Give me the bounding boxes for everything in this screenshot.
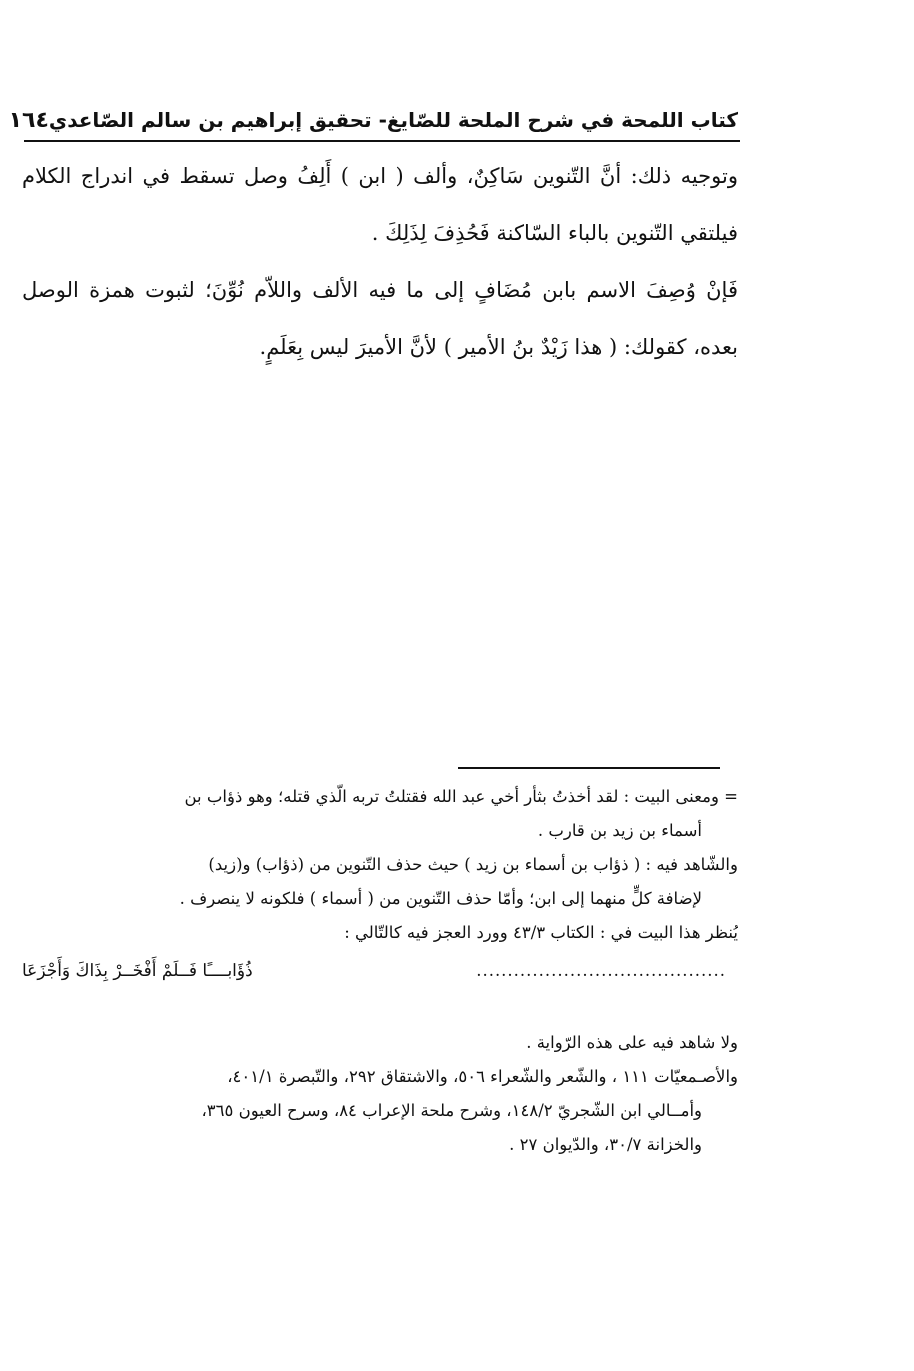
main-paragraph-2: فَإنْ وُصِفَ الاسم بابن مُضَافٍ إلى ما فيه الألف واللاّم نُوِّنَ؛ لثبوت همزة الوصل بعده، كقولك: ( هذا زَيْدٌ بنُ الأمير ) لأنَّ الأميرَ ليس بِعَلَمٍ. [22, 278, 738, 359]
footnote-line: يُنظر هذا البيت في : الكتاب ٤٣/٣ وورد العجز فيه كالتّالي : [344, 923, 738, 942]
main-text [22, 148, 738, 376]
footnote-separator [458, 767, 720, 769]
footnote-line: وأمــالي ابن الشّجريّ ١٤٨/٢، وشرح ملحة الإعراب ٨٤، وسرح العيون ٣٦٥، [201, 1101, 702, 1120]
page-header [8, 103, 738, 137]
footnote-line: ولا شاهد فيه على هذه الرّواية . [526, 1033, 738, 1052]
footnote-line: والأصـمعيّات ١١١ ، والشّعر والشّعراء ٥٠٦، والاشتقاق ٢٩٢، والتّبصرة ٤٠١/١، [227, 1067, 738, 1086]
verse-line [22, 954, 738, 988]
running-title: كتاب اللمحة في شرح الملحة للصّايغ- تحقيق إبراهيم بن سالم الصّاعدي [48, 108, 738, 132]
footnotes [22, 780, 738, 1162]
footnote-line: لإضافة كلٍّ منهما إلى ابن؛ وأمّا حذف التّنوين من ( أسماء ) فلكونه لا ينصرف . [179, 889, 702, 908]
main-paragraph-1: وتوجيه ذلك: أنَّ التّنوين سَاكِنٌ، وألف ( ابن ) أَلِفُ وصل تسقط في اندراج الكلام فيلتقي التّنوين بالباء السّاكنة فَحُذِفَ لِذَلِكَ . [22, 164, 738, 245]
footnote-line: = ومعنى البيت : لقد أخذتُ بثأر أخي عبد الله فقتلتُ تربه الّذي قتله؛ وهو ذؤاب بن [184, 787, 738, 806]
header-rule [24, 140, 740, 142]
footnote-line: والخزانة ٣٠/٧، والدّيوان ٢٧ . [509, 1135, 702, 1154]
page-number: ١٦٤ [8, 107, 49, 133]
footnote-line: والشّاهد فيه : ( ذؤاب بن أسماء بن زيد ) حيث حذف التّنوين من (ذؤاب) و(زيد) [208, 855, 738, 874]
verse-second-hemistich: ذُؤَابــــًا فَــلَمْ أَفْخَــرْ بِذَاكَ وَأَجْزَعَا [22, 961, 253, 981]
footnote-line: أسماء بن زيد بن قارب . [537, 821, 702, 840]
verse-first-hemistich-dots: ........................................ [476, 961, 726, 980]
